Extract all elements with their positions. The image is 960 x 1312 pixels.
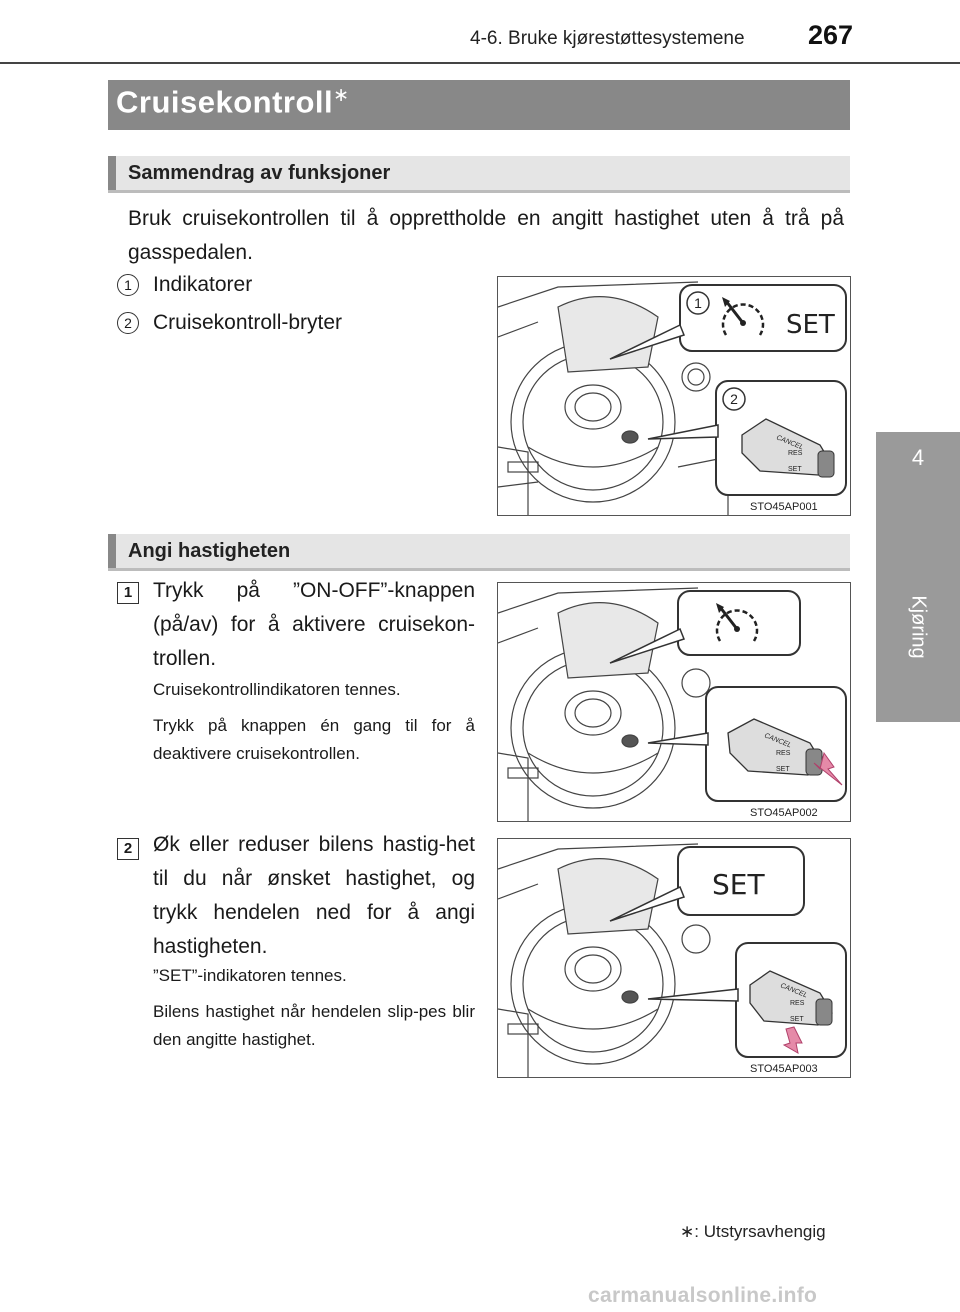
callout-switch-box [648, 943, 846, 1057]
lever-cancel-label: CANCEL [763, 732, 793, 750]
callout-label: 1 [694, 295, 702, 311]
page-title: Cruisekontroll∗ [116, 84, 350, 120]
section-heading-set-speed: Angi hastigheten [108, 534, 850, 571]
step-1-note-1: Cruisekontrollindikatoren tennes. [153, 680, 401, 699]
figure-code: STO45AP002 [750, 807, 818, 819]
figure-on-off-button [497, 582, 851, 822]
lever-set-label: SET [776, 766, 790, 773]
lever-set-label: SET [788, 466, 802, 473]
step-number-1: 1 [117, 582, 139, 604]
callout-label: 2 [730, 391, 738, 407]
item-label-switch: Cruisekontroll-bryter [153, 311, 343, 334]
step-number-2: 2 [117, 838, 139, 860]
step-1-text: Trykk på ”ON-OFF”-knappen (på/av) for å aktivere cruisekon-trollen. [153, 579, 475, 670]
callout-switch-box [648, 687, 846, 801]
item-number-1: 1 [117, 274, 139, 296]
chapter-number: 4 [911, 445, 925, 470]
lever-res-label: RES [790, 1000, 805, 1007]
watermark: carmanualsonline.info [588, 1284, 818, 1307]
chapter-label: Kjøring [907, 595, 930, 659]
step-2-text: Øk eller reduser bilens hastig-het til du når ønsket hastighet, og trykk hendelen ned for å angi hastigheten. [153, 833, 475, 958]
header-divider [0, 62, 960, 64]
set-indicator-text: SET [712, 868, 765, 901]
set-indicator-text: SET [786, 310, 835, 340]
figure-code: STO45AP003 [750, 1063, 818, 1075]
item-label-indicators: Indikatorer [153, 273, 253, 296]
lever-res-label: RES [776, 750, 791, 757]
figure-cruise-overview [497, 276, 851, 516]
step-2-note-2: Bilens hastighet når hendelen slip-pes blir den angitte hastighet. [153, 1002, 475, 1049]
summary-intro: Bruk cruisekontrollen til å opprettholde en angitt hastighet uten å trå på gasspedalen. [128, 207, 844, 264]
page-number: 267 [808, 20, 854, 50]
figure-code: STO45AP001 [750, 501, 818, 513]
running-header: 4-6. Bruke kjørestøttesystemene [470, 28, 745, 49]
lever-set-label: SET [790, 1016, 804, 1023]
figure-set-speed [497, 838, 851, 1078]
callout-switch-box [648, 381, 846, 495]
lever-res-label: RES [788, 450, 803, 457]
optional-equipment-mark: ∗ [333, 85, 350, 106]
section-heading-summary: Sammendrag av funksjoner [108, 156, 850, 193]
chapter-tab [876, 432, 960, 722]
item-number-2: 2 [117, 312, 139, 334]
footnote: ∗: Utstyrsavhengig [680, 1222, 826, 1241]
lever-cancel-label: CANCEL [775, 434, 805, 452]
step-2-note-1: ”SET”-indikatoren tennes. [153, 966, 347, 985]
lever-cancel-label: CANCEL [779, 982, 809, 1000]
step-1-note-2: Trykk på knappen én gang til for å deaktivere cruisekontrollen. [153, 716, 475, 763]
